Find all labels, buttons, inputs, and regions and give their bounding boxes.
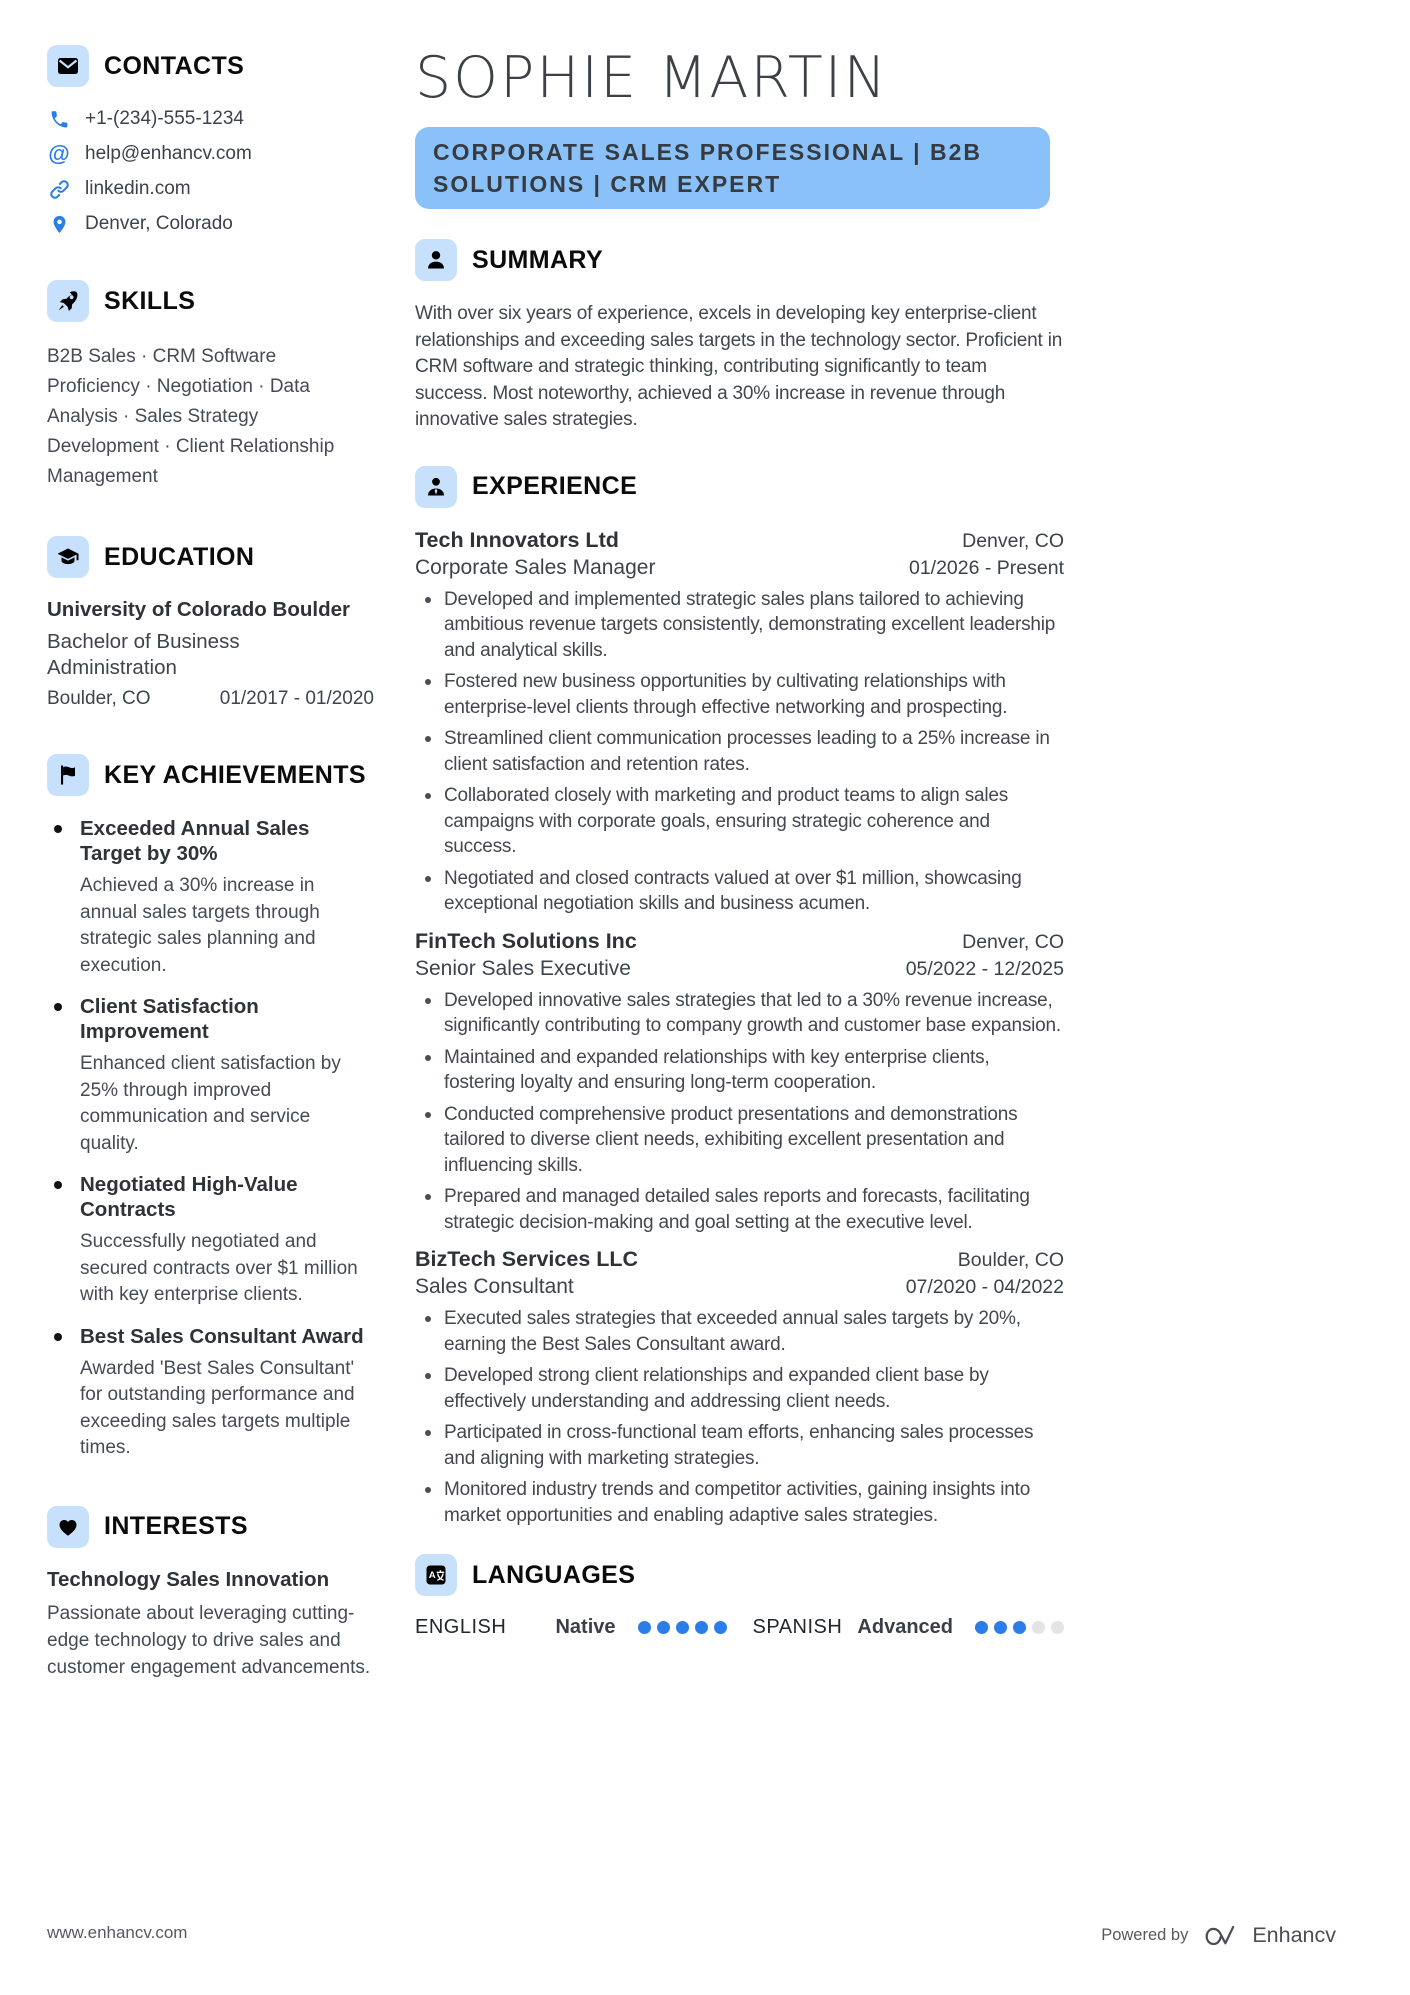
envelope-icon (47, 45, 89, 87)
bullet-dot (54, 1333, 62, 1341)
achievements-header (47, 754, 374, 796)
contact-phone-row (47, 107, 374, 131)
proficiency-dot-filled (975, 1621, 988, 1634)
contact-email-row (47, 142, 374, 166)
person-tie-icon (415, 466, 457, 508)
sidebar (47, 45, 374, 1725)
achievement-item (47, 994, 374, 1157)
job-dates: 01/2026 - Present (908, 556, 1064, 579)
languages-heading: LANGUAGES (472, 1560, 636, 1589)
location-pin-icon (47, 212, 71, 236)
contacts-header (47, 45, 374, 87)
job-role: Senior Sales Executive (415, 956, 631, 980)
summary-text: With over six years of experience, excels in developing key enterprise-client relationships and exceeding sales targets in the technology sector. Proficient in CRM software and strategic thinking, contributing significantly to team success. Most noteworthy, achieved a 30% increase in revenue through innovative sales strategies. (415, 303, 1063, 430)
language-item (753, 1616, 1065, 1639)
achievement-description: Achieved a 30% increase in annual sales targets through strategic sales planning and execution. (80, 875, 320, 976)
link-icon (47, 177, 71, 201)
proficiency-dot-filled (657, 1621, 670, 1634)
proficiency-dot-empty (1051, 1621, 1064, 1634)
interest-title: Technology Sales Innovation (47, 1567, 330, 1591)
achievements-heading: KEY ACHIEVEMENTS (104, 760, 367, 789)
contact-linkedin[interactable]: linkedin.com (85, 178, 191, 199)
language-level: Advanced (857, 1616, 953, 1638)
summary-header (415, 239, 1064, 281)
language-proficiency-dots (638, 1621, 727, 1634)
education-school: University of Colorado Boulder (47, 598, 350, 621)
translate-icon (415, 1554, 457, 1596)
language-name: ENGLISH (415, 1616, 507, 1638)
education-heading: EDUCATION (104, 542, 255, 571)
job-bullet: Participated in cross-functional team efforts, enhancing sales processes and aligning with marketing strategies. (415, 1420, 1064, 1471)
job-bullet: Streamlined client communication processes leading to a 25% increase in client satisfaction and retention rates. (415, 726, 1064, 777)
achievement-title: Best Sales Consultant Award (80, 1324, 364, 1348)
company-name: BizTech Services LLC (415, 1247, 639, 1271)
experience-section (415, 466, 1064, 1529)
achievement-description: Successfully negotiated and secured contracts over $1 million with key enterprise clients. (80, 1231, 358, 1305)
powered-by-label: Powered by (1101, 1926, 1189, 1944)
education-dates: 01/2017 - 01/2020 (219, 688, 374, 709)
job-subheader-row (415, 1275, 1064, 1299)
language-level: Native (555, 1616, 616, 1638)
proficiency-dot-filled (638, 1621, 651, 1634)
job-bullet: Monitored industry trends and competitor activities, gaining insights into market opportunities and enabling adaptive sales strategies. (415, 1477, 1064, 1528)
achievement-title: Exceeded Annual Sales Target by 30% (80, 817, 310, 865)
achievement-description: Enhanced client satisfaction by 25% through improved communication and service quality. (80, 1053, 341, 1154)
job-bullet: Prepared and managed detailed sales reports and forecasts, facilitating strategic decision-making and goal setting at the executive level. (415, 1184, 1064, 1235)
job-bullet: Fostered new business opportunities by cultivating relationships with enterprise-level clients through effective networking and prospecting. (415, 669, 1064, 720)
enhancv-brand-text: Enhancv (1252, 1923, 1336, 1947)
contact-link-row (47, 177, 374, 201)
experience-entry (415, 1247, 1064, 1528)
education-meta (47, 688, 374, 710)
contacts-heading: CONTACTS (104, 51, 245, 80)
interest-description: Passionate about leveraging cutting-edge technology to drive sales and customer engagement advancements. (47, 1602, 371, 1678)
job-dates: 05/2022 - 12/2025 (905, 957, 1064, 980)
experience-heading: EXPERIENCE (472, 472, 638, 500)
proficiency-dot-filled (714, 1621, 727, 1634)
achievement-description: Awarded 'Best Sales Consultant' for outstanding performance and exceeding sales targets multiple times. (80, 1357, 355, 1458)
enhancv-brand[interactable] (1202, 1922, 1336, 1949)
experience-entry (415, 528, 1064, 917)
job-bullet: Executed sales strategies that exceeded annual sales targets by 20%, earning the Best Sales Consultant award. (415, 1306, 1064, 1357)
contact-location: Denver, Colorado (85, 213, 233, 234)
company-name: FinTech Solutions Inc (415, 928, 637, 953)
phone-icon (47, 107, 71, 131)
summary-section (415, 239, 1064, 434)
education-location: Boulder, CO (47, 688, 151, 709)
interests-header (47, 1506, 374, 1548)
bullet-dot (54, 1181, 62, 1189)
proficiency-dot-empty (1032, 1621, 1045, 1634)
contact-location-row (47, 212, 374, 236)
resume-columns (47, 45, 1064, 1725)
job-subheader-row (415, 957, 1064, 981)
education-header (47, 536, 374, 578)
job-header-row (415, 929, 1064, 954)
proficiency-dot-filled (1013, 1621, 1026, 1634)
bullet-dot (54, 825, 62, 833)
achievement-title: Client Satisfaction Improvement (80, 995, 259, 1043)
language-proficiency-dots (975, 1621, 1064, 1634)
heart-icon (47, 1506, 89, 1548)
proficiency-dot-filled (695, 1621, 708, 1634)
summary-heading: SUMMARY (472, 245, 604, 274)
job-dates: 07/2020 - 04/2022 (905, 1276, 1064, 1298)
job-bullets (415, 988, 1064, 1236)
job-location: Denver, CO (962, 930, 1064, 953)
interests-section (47, 1506, 374, 1681)
skills-list: B2B Sales · CRM Software Proficiency · Negotiation · Data Analysis · Sales Strategy Development · Client Relationship Management (47, 346, 335, 487)
achievement-item (47, 816, 374, 979)
achievements-section (47, 754, 374, 1462)
education-degree: Bachelor of Business Administration (47, 630, 240, 679)
languages-section (415, 1554, 1064, 1639)
enhancv-logo-icon (1202, 1922, 1244, 1949)
languages-row (415, 1616, 1064, 1639)
job-header-row (415, 1247, 1064, 1272)
main-column (415, 45, 1064, 1725)
achievement-title: Negotiated High-Value Contracts (80, 1173, 298, 1221)
job-bullets (415, 1306, 1064, 1528)
skills-heading: SKILLS (104, 286, 196, 315)
job-title-banner: CORPORATE SALES PROFESSIONAL | B2B SOLUTIONS | CRM EXPERT (415, 127, 1050, 209)
experience-entry (415, 929, 1064, 1236)
footer-branding (1101, 1922, 1336, 1949)
job-bullet: Developed innovative sales strategies that led to a 30% revenue increase, significantly contributing to company growth and customer base expansion. (415, 988, 1064, 1039)
person-icon (415, 239, 457, 281)
job-bullet: Developed and implemented strategic sales plans tailored to achieving ambitious revenue targets consistently, demonstrating excellent leadership and analytical skills. (415, 587, 1064, 664)
language-item (415, 1616, 727, 1639)
rocket-icon (47, 280, 89, 322)
contact-email[interactable]: help@enhancv.com (85, 143, 252, 164)
person-name: SOPHIE MARTIN (415, 45, 889, 111)
languages-header (415, 1554, 1064, 1596)
job-header-row (415, 528, 1064, 553)
job-role: Corporate Sales Manager (415, 555, 656, 579)
job-role: Sales Consultant (415, 1275, 574, 1298)
experience-header (415, 466, 1064, 508)
at-icon: @ (48, 141, 70, 166)
job-bullet: Negotiated and closed contracts valued at over $1 million, showcasing exceptional negotiation skills and business acumen. (415, 866, 1064, 917)
job-subheader-row (415, 556, 1064, 580)
footer-site-link[interactable]: www.enhancv.com (47, 1923, 188, 1942)
achievement-item (47, 1324, 374, 1462)
skills-header (47, 280, 374, 322)
job-location: Boulder, CO (957, 1249, 1064, 1271)
job-bullet: Conducted comprehensive product presentations and demonstrations tailored to diverse client needs, exhibiting excellent presentation and influencing skills. (415, 1102, 1064, 1179)
contacts-section (47, 45, 374, 236)
skills-section (47, 280, 374, 492)
job-bullets (415, 587, 1064, 917)
job-location: Denver, CO (962, 529, 1064, 552)
education-section (47, 536, 374, 710)
interests-heading: INTERESTS (104, 1512, 248, 1540)
job-bullet: Collaborated closely with marketing and product teams to align sales campaigns with corporate goals, ensuring strategic coherence and success. (415, 783, 1064, 860)
language-name: SPANISH (752, 1616, 843, 1638)
job-bullet: Maintained and expanded relationships with key enterprise clients, fostering loyalty and ensuring long-term cooperation. (415, 1045, 1064, 1096)
bullet-dot (54, 1003, 62, 1011)
achievement-item (47, 1172, 374, 1309)
job-bullet: Developed strong client relationships and expanded client base by effectively understanding and addressing client needs. (415, 1363, 1064, 1414)
flag-icon (47, 754, 89, 796)
svg-text:A: A (428, 1569, 436, 1581)
company-name: Tech Innovators Ltd (415, 527, 619, 552)
proficiency-dot-filled (994, 1621, 1007, 1634)
contact-phone[interactable]: +1-(234)-555-1234 (85, 108, 244, 129)
graduation-cap-icon (47, 536, 89, 578)
proficiency-dot-filled (676, 1621, 689, 1634)
